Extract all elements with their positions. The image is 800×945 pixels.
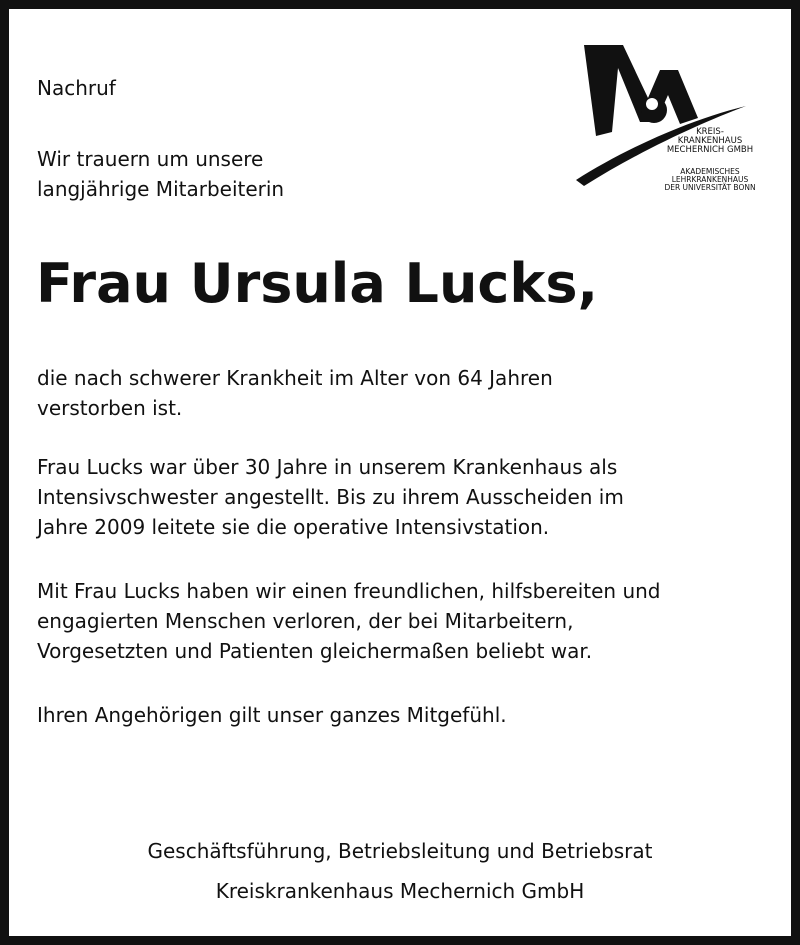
deceased-name: Frau Ursula Lucks, [36, 252, 598, 315]
paragraph-line: engagierten Menschen verloren, der bei Mitarbeitern, [37, 609, 574, 633]
signature-line-2: Kreiskrankenhaus Mechernich GmbH [215, 879, 585, 903]
logo-line: LEHRKRANKENHAUS [671, 175, 749, 184]
paragraph-line: Jahre 2009 leitete sie die operative Intensivstation. [37, 515, 550, 539]
logo-line: KRANKENHAUS [677, 136, 743, 146]
paragraph-4 [37, 700, 507, 730]
intro-text [37, 144, 284, 204]
logo-line: KREIS- [696, 127, 724, 137]
logo-line: DER UNIVERSITÄT BONN [664, 183, 756, 192]
logo-name [645, 128, 775, 155]
heading: Nachruf [37, 76, 116, 100]
logo-line: AKADEMISCHES [680, 167, 740, 176]
paragraph-line: Frau Lucks war über 30 Jahre in unserem Krankenhaus als [37, 455, 618, 479]
logo-line: MECHERNICH GMBH [666, 145, 754, 155]
paragraph-line: die nach schwerer Krankheit im Alter von 64 Jahren [37, 366, 553, 390]
paragraph-3 [37, 576, 661, 666]
paragraph-line: Ihren Angehörigen gilt unser ganzes Mitgefühl. [37, 703, 507, 727]
intro-line: Wir trauern um unsere [37, 147, 264, 171]
paragraph-line: Mit Frau Lucks haben wir einen freundlichen, hilfsbereiten und [37, 579, 661, 603]
logo-subtitle [645, 168, 775, 192]
paragraph-2 [37, 452, 624, 542]
intro-line: langjährige Mitarbeiterin [37, 177, 285, 201]
paragraph-line: Vorgesetzten und Patienten gleichermaßen beliebt war. [37, 639, 593, 663]
paragraph-1 [37, 363, 553, 423]
paragraph-line: Intensivschwester angestellt. Bis zu ihrem Ausscheiden im [37, 485, 624, 509]
signature-line-1: Geschäftsführung, Betriebsleitung und Betriebsrat [147, 839, 653, 863]
paragraph-line: verstorben ist. [37, 396, 183, 420]
